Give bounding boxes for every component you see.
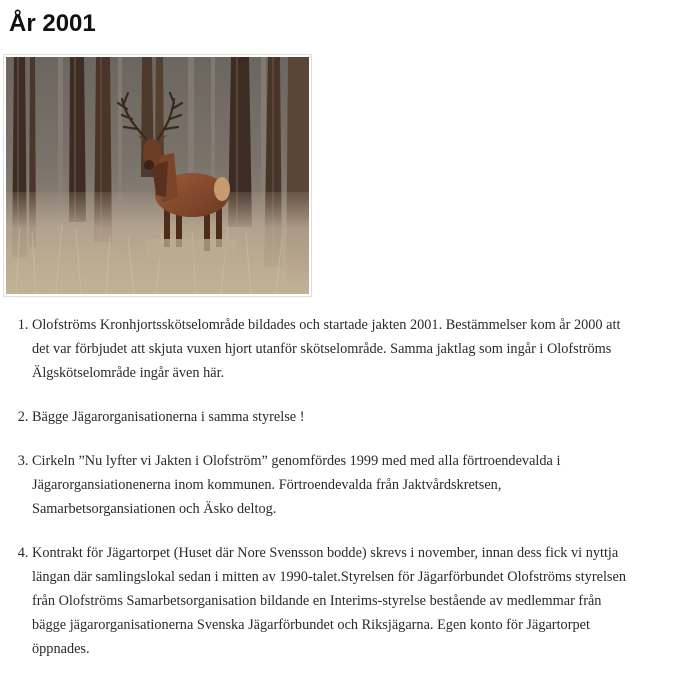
list-item-line: 3. Cirkeln ”Nu lyfter vi Jakten i Olofström” genomfördes 1999 med med alla förtroendevalda i — [32, 453, 561, 469]
list-item-line: 2. Bägge Jägarorganisationerna i samma styrelse ! — [32, 409, 305, 425]
list-item-line: Samarbetsorgansiationen och Äsko deltog. — [32, 501, 277, 517]
list-item — [32, 405, 680, 429]
list-item-line: 4. Kontrakt för Jägartorpet (Huset där Nore Svensson bodde) skrevs i november, innan dess fick vi nyttja — [32, 545, 619, 561]
deer-in-forest-image — [6, 57, 309, 294]
list-item-line: längan där samlingslokal sedan i mitten av 1990-talet.Styrelsen för Jägarförbundet Olofströms styrelsen — [32, 569, 626, 585]
deer-photo-frame — [3, 54, 312, 297]
list-item — [32, 541, 680, 661]
list-item-line: från Olofströms Samarbetsorganisation bildande en Interims-styrelse bestående av medlemmar från — [32, 593, 602, 609]
list-item-line: Jägarorgansiationenerna inom kommunen. Förtroendevalda från Jaktvårdskretsen, — [32, 477, 502, 493]
list-item-line: öppnades. — [32, 641, 90, 657]
history-list — [0, 313, 680, 681]
list-item — [32, 449, 680, 521]
list-item-line: 1. Olofströms Kronhjortsskötselområde bildades och startade jakten 2001. Bestämmelser kom år 2000 att — [32, 317, 621, 333]
page-title: År 2001 — [9, 10, 96, 37]
list-item-line: Älgskötselområde ingår även här. — [32, 365, 225, 381]
list-item-line: det var förbjudet att skjuta vuxen hjort utanför skötselområde. Samma jaktlag som ingår i Olofströms — [32, 341, 612, 357]
list-item — [32, 313, 680, 385]
list-item-line: bägge jägarorganisationerna Svenska Jägarförbundet och Riksjägarna. Egen konto för Jägartorpet — [32, 617, 590, 633]
